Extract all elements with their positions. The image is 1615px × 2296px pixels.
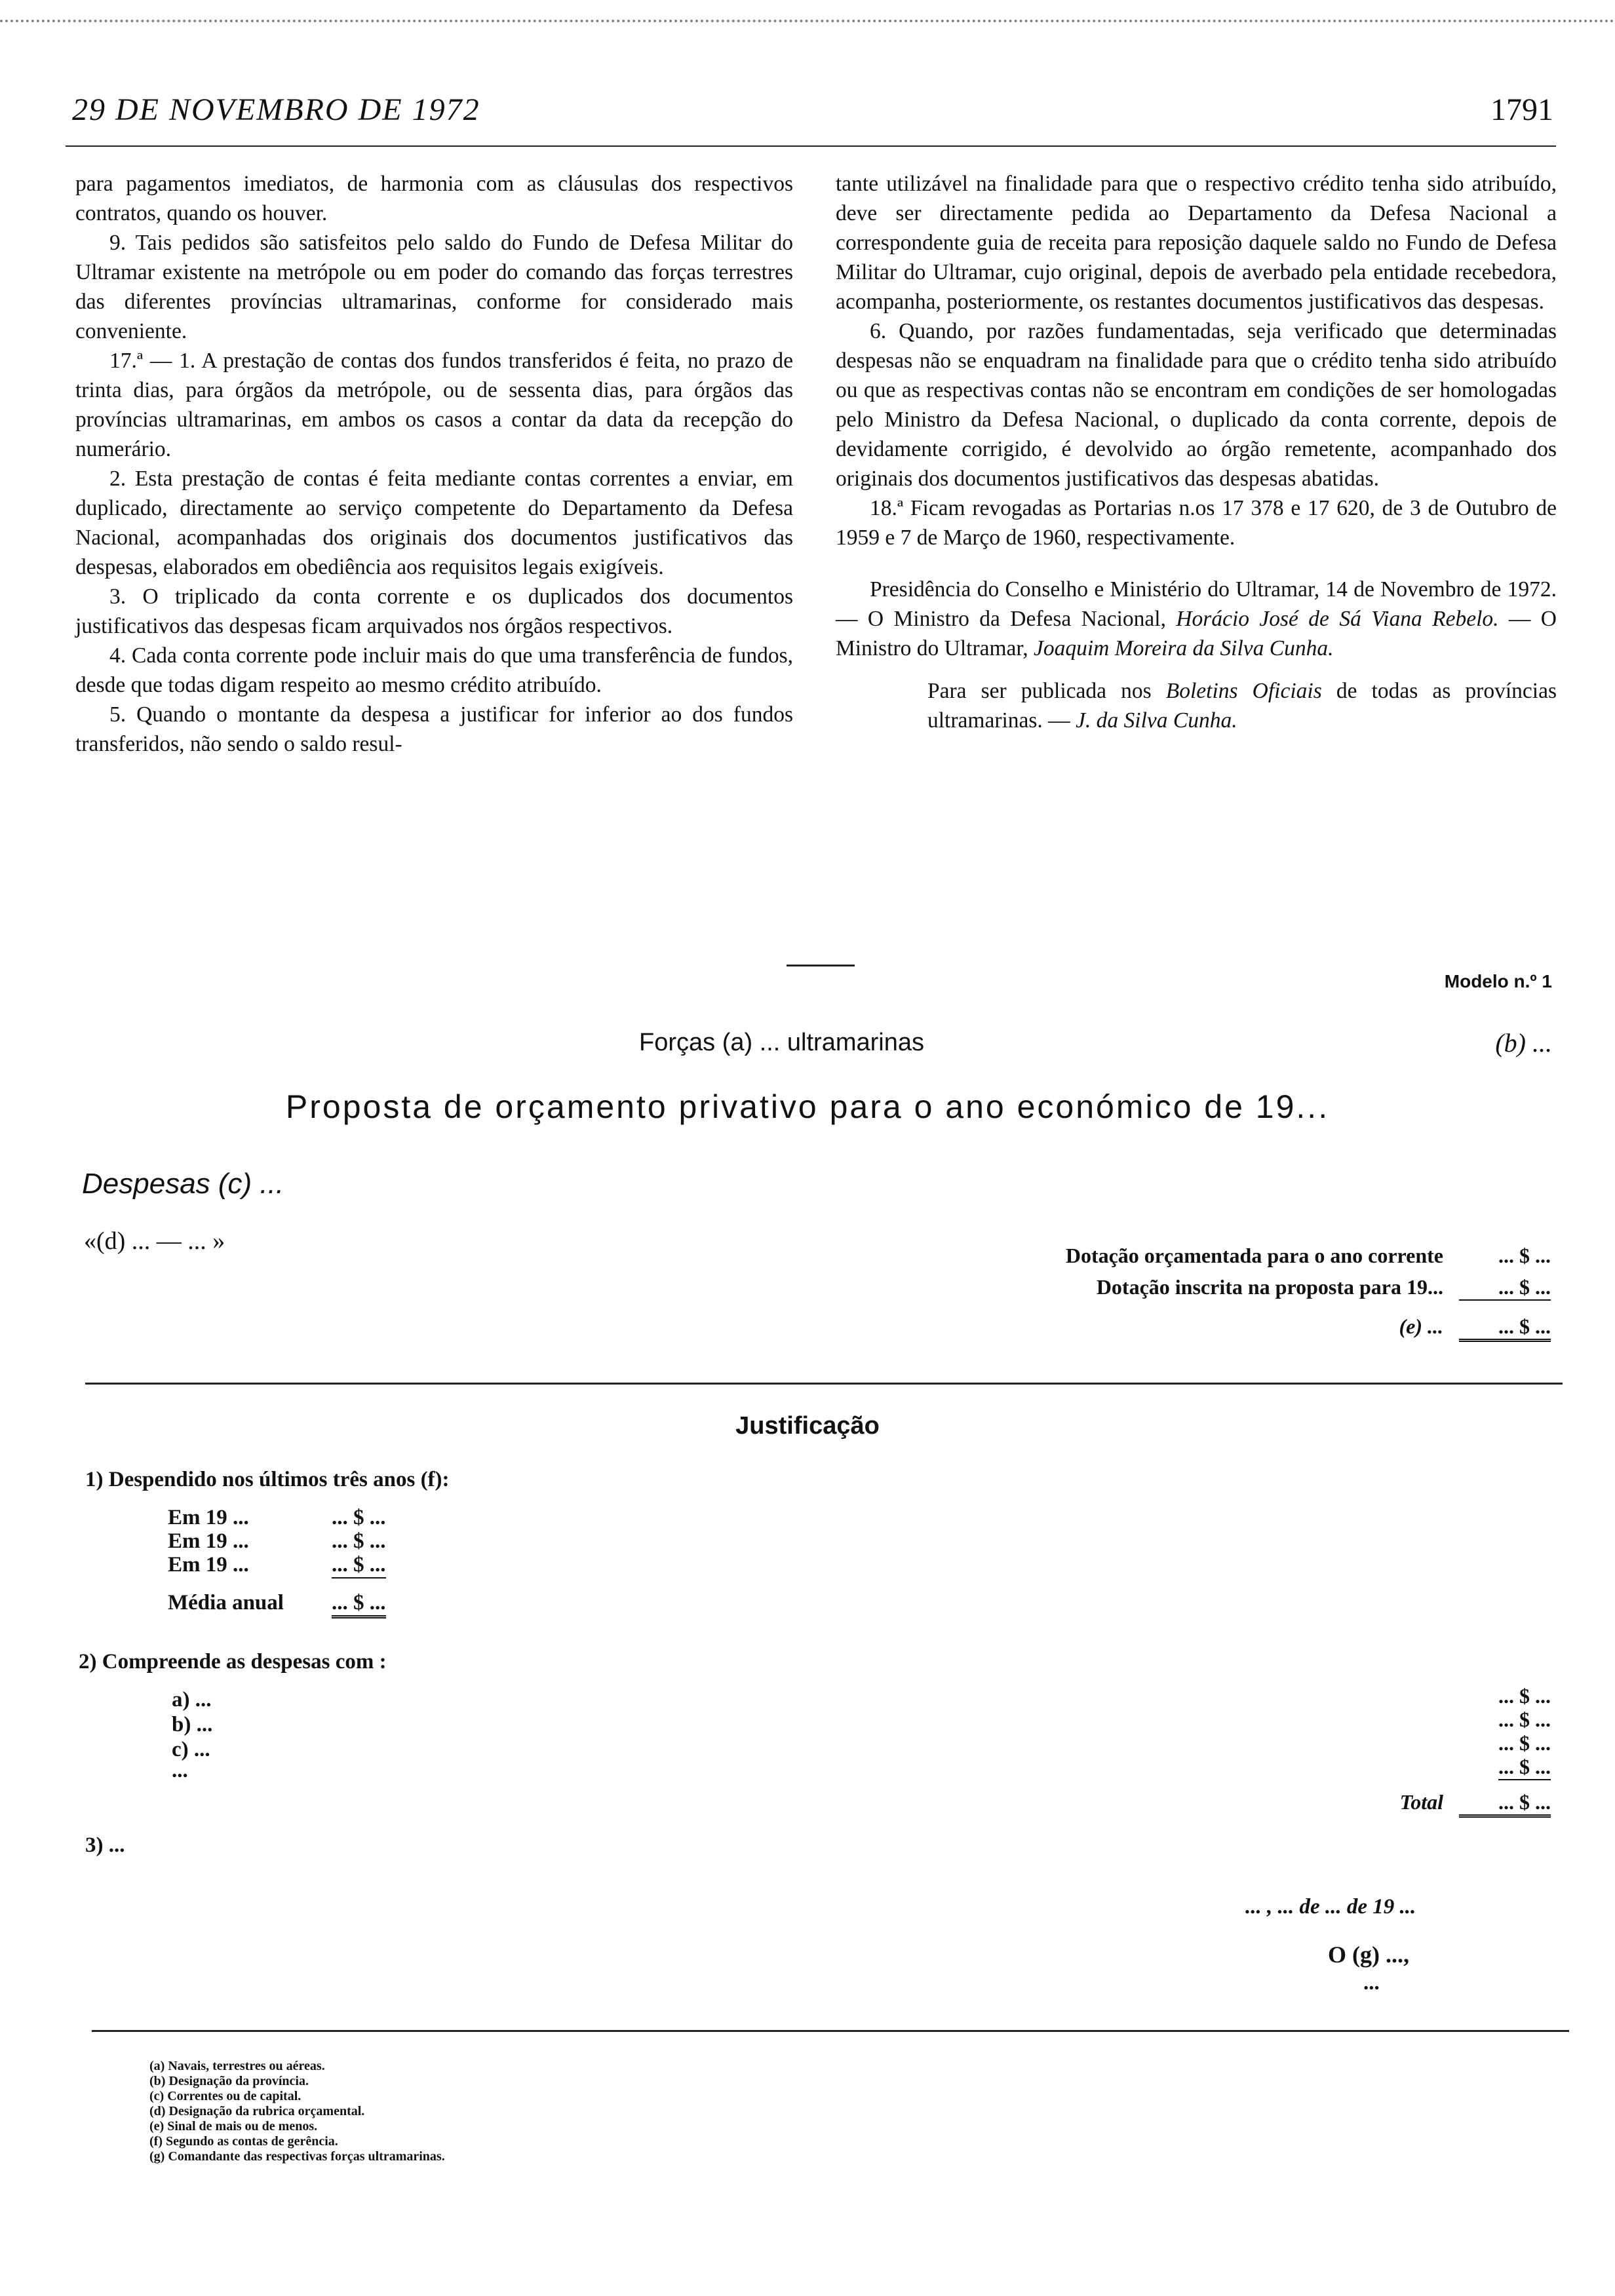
dotacao-proposta-row xyxy=(1097,1275,1551,1301)
dotacao-corrente-value: ... $ ... xyxy=(1498,1244,1551,1267)
paragraph: 4. Cada conta corrente pode incluir mais do que uma transferência de fundos, desde que todas digam respeito ao mesmo crédito atribuído. xyxy=(75,643,793,697)
year-row: Em 19 ... ... $ ... xyxy=(168,1529,386,1553)
item-1-label: 1) Despendido nos últimos três anos (f): xyxy=(85,1468,450,1491)
year-row: Em 19 ... ... $ ... xyxy=(168,1553,386,1578)
difference-label: (e) ... xyxy=(1399,1314,1443,1338)
form-despesas: Despesas (c) ... xyxy=(82,1168,284,1200)
total-value: ... $ ... xyxy=(1459,1790,1551,1818)
paragraph: 17.ª — 1. A prestação de contas dos fundos transferidos é feita, no prazo de trinta dias, para órgãos da metrópole, ou de sessenta dias, para órgãos das províncias ultramarinas, em ambos os casos a contar da data da recepção do numerário. xyxy=(75,349,793,461)
footnote: (f) Segundo as contas de gerência. xyxy=(149,2134,338,2149)
dotacao-corrente-row xyxy=(1066,1244,1551,1268)
footnotes xyxy=(149,2059,445,2164)
footnote-rule xyxy=(92,2030,1569,2032)
signature-line: O (g) ..., xyxy=(1328,1942,1409,1968)
signature-name-1: Horácio José de Sá Viana Rebelo. xyxy=(1176,607,1499,631)
difference-row xyxy=(1399,1314,1551,1342)
sub-item-value: ... $ ... xyxy=(1498,1755,1551,1780)
paragraph: 18.ª Ficam revogadas as Portarias n.os 17 378 e 17 620, de 3 de Outubro de 1959 e 7 de Março de 1960, respectivamente. xyxy=(836,496,1557,550)
signature-intro: Presidência do Conselho e Ministério do Ultramar, 14 de Novembro de 1972. — O Ministro da Defesa Nacional, xyxy=(836,577,1557,631)
dotacao-proposta-value: ... $ ... xyxy=(1459,1275,1551,1301)
difference-value: ... $ ... xyxy=(1459,1314,1551,1342)
left-text-column xyxy=(75,169,793,759)
form-title: Proposta de orçamento privativo para o ano económico de 19... xyxy=(285,1088,1330,1125)
boletins-oficiais: Boletins Oficiais xyxy=(1165,679,1322,703)
paragraph: 9. Tais pedidos são satisfeitos pelo saldo do Fundo de Defesa Militar do Ultramar existente na metrópole ou em poder do comando das forças terrestres das diferentes províncias ultramarinas, conforme for considerado mais conveniente. xyxy=(75,231,793,343)
form-forces-line: Forças (a) ... ultramarinas xyxy=(639,1029,924,1056)
page-number: 1791 xyxy=(1490,92,1553,127)
footnote: (a) Navais, terrestres ou aéreas. xyxy=(149,2059,325,2073)
right-text-column xyxy=(836,169,1557,735)
sub-item: ... xyxy=(172,1759,188,1782)
sub-item: b) ... xyxy=(172,1713,213,1736)
signature-dots: ... xyxy=(1363,1971,1380,1995)
form-rule xyxy=(85,1383,1563,1385)
paragraph: para pagamentos imediatos, de harmonia com as cláusulas dos respectivos contratos, quando os houver. xyxy=(75,172,793,225)
signature-name-2: Joaquim Moreira da Silva Cunha. xyxy=(1033,636,1334,660)
justificacao-heading: Justificação xyxy=(735,1412,880,1440)
footnote: (e) Sinal de mais ou de menos. xyxy=(149,2119,318,2133)
total-label: Total xyxy=(1399,1790,1443,1814)
footnote: (b) Designação da província. xyxy=(149,2074,309,2088)
paragraph: 2. Esta prestação de contas é feita mediante contas correntes a enviar, em duplicado, directamente ao serviço competente do Departamento da Defesa Nacional, acompanhadas dos originais dos documentos justificativos das despesas, elaborados em obediência aos requisitos legais exigíveis. xyxy=(75,467,793,579)
place-date-line: ... , ... de ... de 19 ... xyxy=(1245,1895,1416,1919)
form-model-number: Modelo n.º 1 xyxy=(1444,971,1552,991)
form-province-mark: (b) ... xyxy=(1495,1028,1552,1058)
sub-item-value: ... $ ... xyxy=(1498,1708,1551,1731)
sub-item-value: ... $ ... xyxy=(1498,1684,1551,1708)
year-row: Em 19 ... ... $ ... xyxy=(168,1506,386,1529)
header-rule xyxy=(66,145,1556,147)
sub-item: c) ... xyxy=(172,1738,210,1761)
form-rubric-line: «(d) ... — ... » xyxy=(84,1227,225,1255)
signature-block xyxy=(836,575,1557,663)
dotacao-corrente-label: Dotação orçamentada para o ano corrente xyxy=(1065,1244,1443,1267)
signature-mid: — O Ministro do Ultramar, xyxy=(836,607,1557,660)
footnote: (g) Comandante das respectivas forças ultramarinas. xyxy=(149,2149,445,2164)
header-date: 29 DE NOVEMBRO DE 1972 xyxy=(72,92,480,127)
total-row xyxy=(1400,1790,1551,1818)
media-anual-value: ... $ ... xyxy=(332,1591,386,1618)
footnote: (d) Designação da rubrica orçamental. xyxy=(149,2104,365,2118)
sub-item-value: ... $ ... xyxy=(1498,1731,1551,1755)
publication-signer: J. da Silva Cunha. xyxy=(1076,708,1237,733)
paragraph: tante utilizável na finalidade para que o respectivo crédito tenha sido atribuído, deve ser directamente pedida ao Departamento da Defesa Nacional a correspondente guia de receita para reposição daquele saldo no Fundo de Defesa Militar do Ultramar, cujo original, depois de averbado pela entidade recebedora, acompanha, posteriormente, os restantes documentos justificativos das despesas. xyxy=(836,172,1557,314)
paragraph: 3. O triplicado da conta corrente e os duplicados dos documentos justificativos das despesas ficam arquivados nos órgãos respectivos. xyxy=(75,584,793,638)
paragraph: 5. Quando o montante da despesa a justificar for inferior ao dos fundos transferidos, não sendo o saldo resul- xyxy=(75,702,793,756)
publication-note: Para ser publicada nos Boletins Oficiais de todas as províncias ultramarinas. — J. da Silva Cunha. xyxy=(927,679,1557,733)
section-separator xyxy=(787,965,855,966)
paragraph: 6. Quando, por razões fundamentadas, seja verificado que determinadas despesas não se enquadram na finalidade para que o crédito tenha sido atribuído ou que as respectivas contas não se encontram em condições de ser homologadas pelo Ministro da Defesa Nacional, o duplicado da conta corrente, depois de devidamente corrigido, é devolvido ao órgão remetente, acompanhado dos originais dos documentos justificativos das despesas abatidas. xyxy=(836,319,1557,491)
media-anual-label: Média anual xyxy=(168,1591,284,1615)
item-2-label: 2) Compreende as despesas com : xyxy=(79,1650,387,1674)
sub-item: a) ... xyxy=(172,1688,212,1712)
item-3-label: 3) ... xyxy=(85,1833,125,1857)
dotacao-proposta-label: Dotação inscrita na proposta para 19... xyxy=(1096,1275,1443,1299)
footnote: (c) Correntes ou de capital. xyxy=(149,2089,302,2103)
media-anual-row xyxy=(168,1591,386,1618)
page-top-edge xyxy=(0,20,1615,22)
